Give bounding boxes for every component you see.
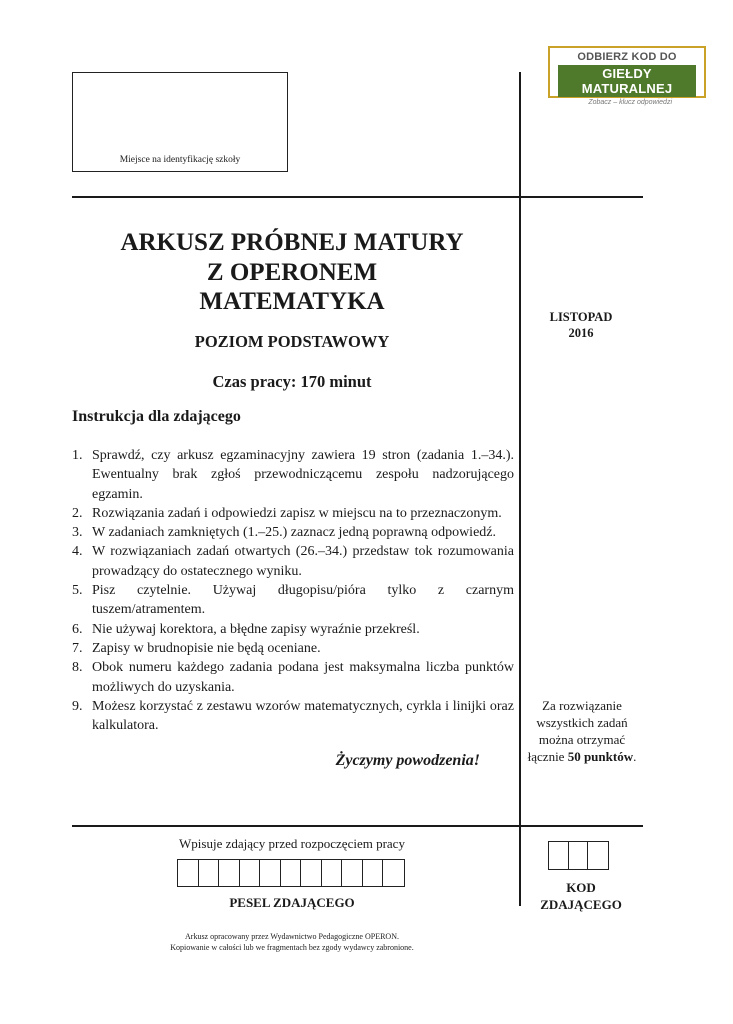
kod-label: KOD ZDAJĄCEGO [540,880,622,912]
pesel-input-grid[interactable] [177,859,405,887]
good-luck-text: Życzymy powodzenia! [335,752,480,769]
kod-cell[interactable] [569,842,589,869]
pesel-cell[interactable] [281,860,302,886]
exam-month: LISTOPAD [549,310,613,324]
footer-note: Arkusz opracowany przez Wydawnictwo Pedagogiczne OPERON. Kopiowanie w całości lub we fragmentach bez zgody wydawcy zabronione. [170,932,414,952]
pesel-cell[interactable] [301,860,322,886]
badge-main-text: GIEŁDY MATURALNEJ [558,65,696,97]
pesel-cell[interactable] [219,860,240,886]
top-divider [72,196,643,198]
list-item: 6. Nie używaj korektora, a błędne zapisy wyraźnie przekreśl. [72,621,420,637]
gielda-maturalna-badge[interactable] [548,46,706,106]
list-item: 2. Rozwiązania zadań i odpowiedzi zapisz w miejscu na to przeznaczonym. [72,505,502,521]
pesel-label: PESEL ZDAJĄCEGO [229,895,355,910]
pesel-cell[interactable] [363,860,384,886]
list-item: 8. Obok numeru każdego zadania podana jest maksymalna liczba punktów możliwych do uzyskania. [72,660,514,695]
exam-year: 2016 [568,326,594,340]
list-item: 4. W rozwiązaniach zadań otwartych (26.–34.) przedstaw tok rozumowania prowadzący do ostatecznego wyniku. [72,544,514,579]
exam-level: POZIOM PODSTAWOWY [194,332,390,351]
list-item: 9. Możesz korzystać z zestawu wzorów matematycznych, cyrkla i linijki oraz kalkulatora. [72,698,514,734]
title-line-2: Z OPERONEM [206,259,378,286]
list-item: 7. Zapisy w brudnopisie nie będą oceniane. [72,640,321,656]
list-item: 1. Sprawdź, czy arkusz egzaminacyjny zawiera 19 stron (zadania 1.–34.). Ewentualny brak zgłoś przewodniczącemu zespołu nadzorującego egzamin. [72,448,514,502]
badge-top-text: ODBIERZ KOD DO [577,51,677,63]
kod-cell[interactable] [588,842,608,869]
title-line-3: MATEMATYKA [199,288,385,315]
list-item: 5. Pisz czytelnie. Używaj długopisu/pióra tylko z czarnym tuszem/atramentem. [72,583,514,618]
exam-date [528,309,634,341]
bottom-divider [72,825,643,827]
pesel-cell[interactable] [342,860,363,886]
school-id-box [72,72,288,172]
instructions-list [72,446,514,735]
pesel-cell[interactable] [199,860,220,886]
pesel-caption: Wpisuje zdający przed rozpoczęciem pracy [179,836,405,851]
pesel-cell[interactable] [240,860,261,886]
title-line-1: ARKUSZ PRÓBNEJ MATURY [120,229,464,256]
kod-cell[interactable] [549,842,569,869]
pesel-cell[interactable] [178,860,199,886]
pesel-cell[interactable] [383,860,404,886]
total-points: 50 punktów [567,749,634,764]
kod-input-grid[interactable] [548,841,609,870]
pesel-cell[interactable] [260,860,281,886]
badge-sub-text: Zobacz – klucz odpowiedzi [588,99,672,106]
list-item: 3. W zadaniach zamkniętych (1.–25.) zaznacz jedną poprawną odpowiedź. [72,525,496,541]
school-id-label: Miejsce na identyfikację szkoły [119,155,241,165]
pesel-cell[interactable] [322,860,343,886]
points-note: Za rozwiązanie wszystkich zadań można otrzymać łącznie 50 punktów. [527,698,637,764]
exam-time: Czas pracy: 170 minut [212,372,372,391]
instructions-heading: Instrukcja dla zdającego [72,408,241,425]
